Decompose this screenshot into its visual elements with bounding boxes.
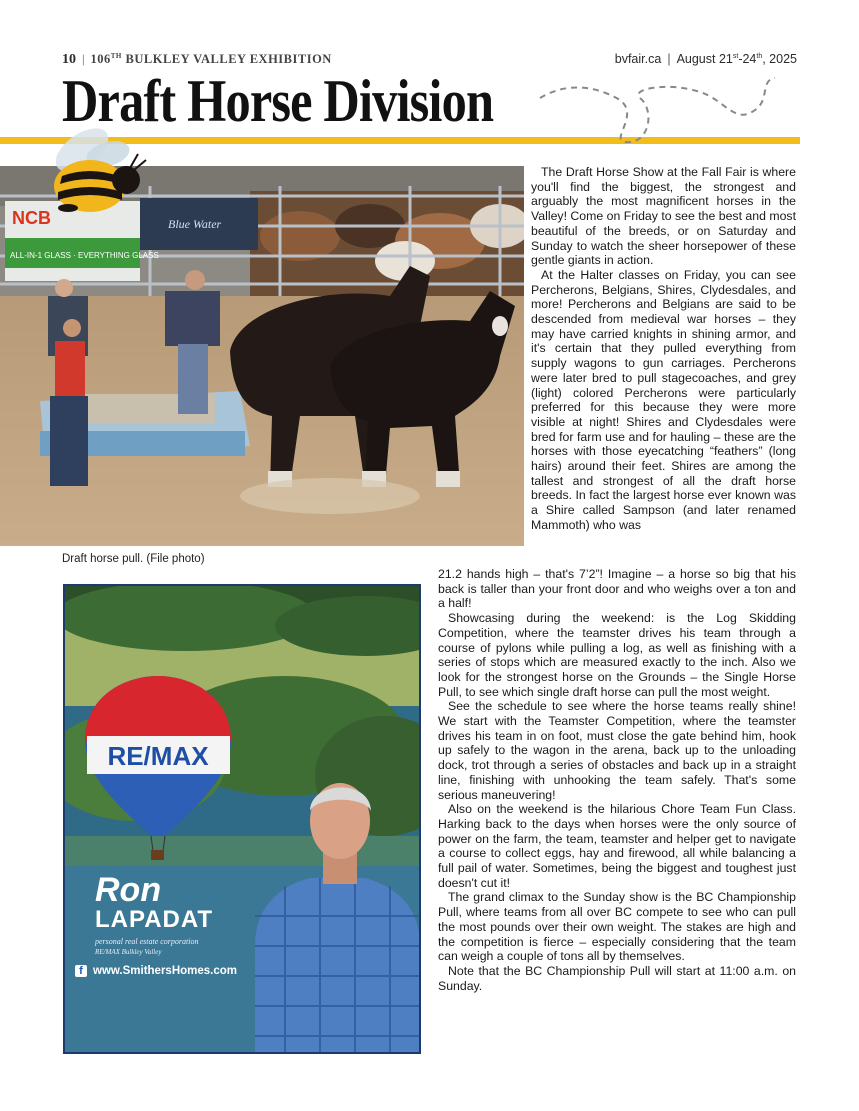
balloon-brand-text: RE/MAX <box>107 741 209 771</box>
date-prefix: August 21 <box>676 52 733 66</box>
bumblebee-icon <box>30 118 150 222</box>
agent-first-name: Ron <box>95 871 162 909</box>
article-paragraph: Showcasing during the weekend: is the Log Skidding Competition, where the teamster drives his team through a course of pylons while pulling a log, as well as finishing with a series of stops which are measured exactly to the inch. Also we look for the strongest horse on the Grounds – the Single Horse Pull, to see which single draft horse can pull the most weight. <box>438 611 796 699</box>
ad-illustration <box>65 586 421 1054</box>
agent-company: RE/MAX Bulkley Valley <box>95 948 162 956</box>
date-mid: -24 <box>738 52 757 66</box>
header-separator-right: | <box>667 52 671 66</box>
photo-caption: Draft horse pull. (File photo) <box>62 553 205 565</box>
agent-role: personal real estate corporation <box>95 937 199 946</box>
banner-left-subtext: ALL-IN-1 GLASS · EVERYTHING GLASS <box>10 251 159 260</box>
page-number: 10 <box>62 52 76 68</box>
article-column-bottom <box>438 567 796 993</box>
date-sup-1: st <box>732 52 739 60</box>
facebook-icon[interactable]: f <box>75 965 87 977</box>
masthead-rest: BULKLEY VALLEY EXHIBITION <box>121 52 332 67</box>
header-website[interactable]: bvfair.ca <box>614 52 662 66</box>
masthead-prefix: 106 <box>90 52 111 67</box>
article-column-top <box>531 165 796 533</box>
article-paragraph: Also on the weekend is the hilarious Chore Team Fun Class. Harking back to the days when horses were the only source of power on the farm, the team, teamster and helper get to navigate a course to collect eggs, hay and firewood, all while balancing a full pail of water. Sometimes, being the biggest and toughest just doesn't cut it! <box>438 802 796 890</box>
draft-horse-photo <box>0 166 524 546</box>
date-sup-2: th <box>756 52 763 60</box>
banner-right-text: Blue Water <box>168 217 222 231</box>
realtor-advertisement[interactable] <box>63 584 421 1054</box>
bee-flight-trail <box>530 70 790 150</box>
article-paragraph: At the Halter classes on Friday, you can see Percherons, Belgians, Shires, Clydesdales, and more! Percherons and Belgians are said to be descended from medieval war horses – they may have carried knights in shining armor, and it's certain that they pulled everything from supply wagons to gun carriages. Percherons were later bred to pull stagecoaches, and grey (light) colored Percherons were particularly preferred for this because they were more visible at night! Shires and Clydesdales were bred for farm use and for hauling – these are the horses with those eyecatching “feathers” (long hairs) around their feet. Shires are among the tallest and strongest of all the draft horse breeds. In fact the largest horse ever known was a Shire called Sampson (and later renamed Mammoth) who was <box>531 267 796 532</box>
article-paragraph: The grand climax to the Sunday show is the BC Championship Pull, where teams from all over BC compete to see who can pull the most pounds over their own weight. The stakes are high and the competition is fierce – especially considering that the team can weigh a couple of tons all by themselves. <box>438 890 796 964</box>
article-paragraph: Note that the BC Championship Pull will start at 11:00 a.m. on Sunday. <box>438 963 796 993</box>
masthead-sup: TH <box>110 52 122 60</box>
article-paragraph: The Draft Horse Show at the Fall Fair is where you'll find the biggest, the strongest and arguably the most magnificent horses in the Valley! Come on Friday to see the best and most beautiful of the breeds, or on Saturday and Sunday to watch the sheer horsepower of these gentle giants in action. <box>531 165 796 268</box>
header-separator: | <box>82 52 85 67</box>
banner-left-text: NCB <box>12 208 51 228</box>
photo-illustration <box>0 166 524 546</box>
page-title: Draft Horse Division <box>62 68 494 134</box>
article-paragraph-continuation: 21.2 hands high – that's 7’2”! Imagine – a horse so big that his back is taller than your front door and who weighs over a ton and a half! <box>438 567 796 611</box>
header-date <box>677 52 797 66</box>
agent-surname: LAPADAT <box>95 906 214 933</box>
article-paragraph: See the schedule to see where the horse teams really shine! We start with the Teamster Competition, where the teamster drives his team in on foot, must close the gate behind him, hook up safely to the wagon in the arena, back up to the unloading dock, trot through a series of obstacles and back up in a straight line, finishing with unhooking the team safely. That's some serious maneuvering! <box>438 699 796 802</box>
masthead <box>91 52 332 66</box>
ad-website[interactable] <box>75 962 237 980</box>
date-suffix: , 2025 <box>762 52 797 66</box>
header-right <box>615 52 797 66</box>
ad-website-url[interactable]: www.SmithersHomes.com <box>93 965 238 977</box>
